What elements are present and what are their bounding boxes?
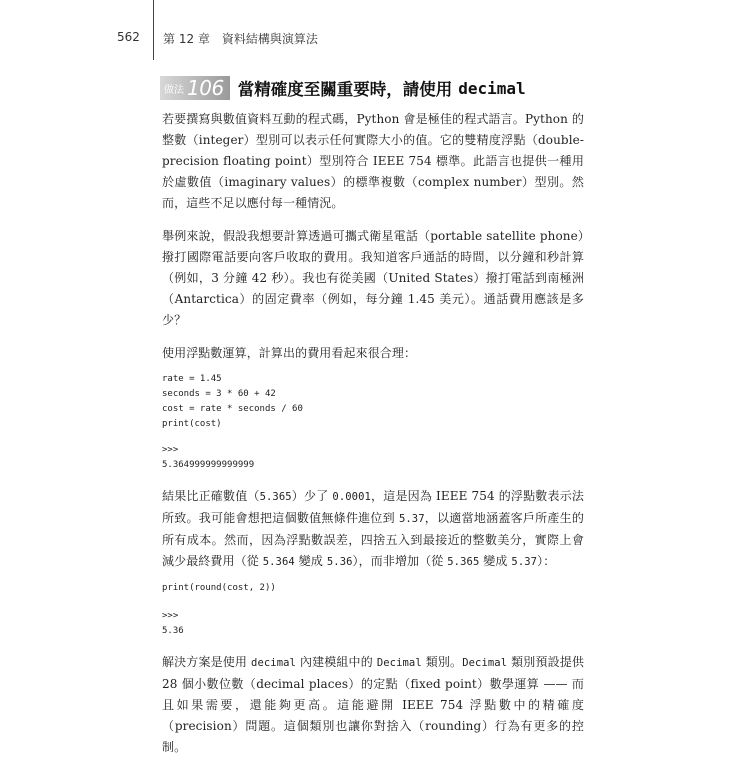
inline-code: decimal — [251, 657, 296, 669]
item-badge — [160, 76, 230, 100]
paragraph-example: 舉例來說，假設我想要計算透過可攜式衛星電話（portable satellite phone）撥打國際電話要向客戶收取的費用。我知道客戶通話的時間，以分鐘和秒計算（例如，3 分鐘 42 秒）。我也有從美國（United States）撥打電話到南極洲（Antarctica）的固定費率（例如，每分鐘 1.45 美元）。通話費用應該是多少？ — [162, 229, 584, 327]
code-block-float: rate = 1.45 seconds = 3 * 60 + 42 cost = rate * seconds / 60 print(cost) — [162, 374, 303, 429]
badge-label: 做法 — [164, 84, 184, 96]
inline-code: Decimal — [376, 657, 422, 669]
inline-code: Decimal — [462, 657, 508, 669]
inline-code: 0.0001 — [332, 491, 371, 503]
paragraph-float-calc: 使用浮點數運算，計算出的費用看起來很合理： — [162, 346, 417, 360]
paragraph-rounding: 結果比正確數值（5.365）少了 0.0001，這是因為 IEEE 754 的浮點數表示法所致。我可能會想把這個數值無條件進位到 5.37，以適當地涵蓋客戶所產生的所有成本。然而，因為浮點數誤差，四捨五入到最接近的整數美分，實際上會減少最終費用（從 5.364 變成 5.36），而非增加（從 5.365 變成 5.37）： — [162, 489, 584, 568]
page-number: 562 — [117, 30, 140, 44]
item-number: 106 — [187, 76, 224, 100]
page-header — [0, 0, 750, 60]
paragraph-intro: 若要撰寫與數值資料互動的程式碼，Python 會是極佳的程式語言。Python 的整數（integer）型別可以表示任何實際大小的值。它的雙精度浮點（double-precision floating point）型別符合 IEEE 754 標準。此語言也提供一種用於虛數值（imaginary values）的標準複數（complex number）型別。然而，這些不足以應付每一種情況。 — [162, 112, 584, 210]
section-title-code: decimal — [458, 78, 526, 98]
inline-code: 5.365 — [447, 556, 480, 568]
inline-code: 5.365 — [259, 491, 292, 503]
inline-code: 5.36 — [326, 556, 353, 568]
inline-code: 5.37 — [511, 556, 538, 568]
output-block-round: >>> 5.36 — [162, 611, 184, 636]
main-content — [162, 109, 584, 770]
inline-code: 5.364 — [262, 556, 295, 568]
output-block-float: >>> 5.364999999999999 — [162, 445, 255, 470]
inline-code: 5.37 — [398, 513, 425, 525]
section-title — [160, 76, 526, 100]
paragraph-solution: 解決方案是使用 decimal 內建模組中的 Decimal 類別。Decimal 類別預設提供 28 個小數位數（decimal places）的定點（fixed point）數學運算 —— 而且如果需要，還能夠更高。這能避開 IEEE 754 浮點數中的精確度（precision）問題。這個類別也讓你對捨入（rounding）行為有更多的控制。 — [162, 655, 584, 754]
code-block-round: print(round(cost, 2)) — [162, 583, 276, 593]
header-divider — [153, 0, 154, 60]
chapter-title: 第 12 章 資料結構與演算法 — [163, 32, 318, 46]
section-title-text: 當精確度至關重要時，請使用 — [237, 80, 453, 99]
